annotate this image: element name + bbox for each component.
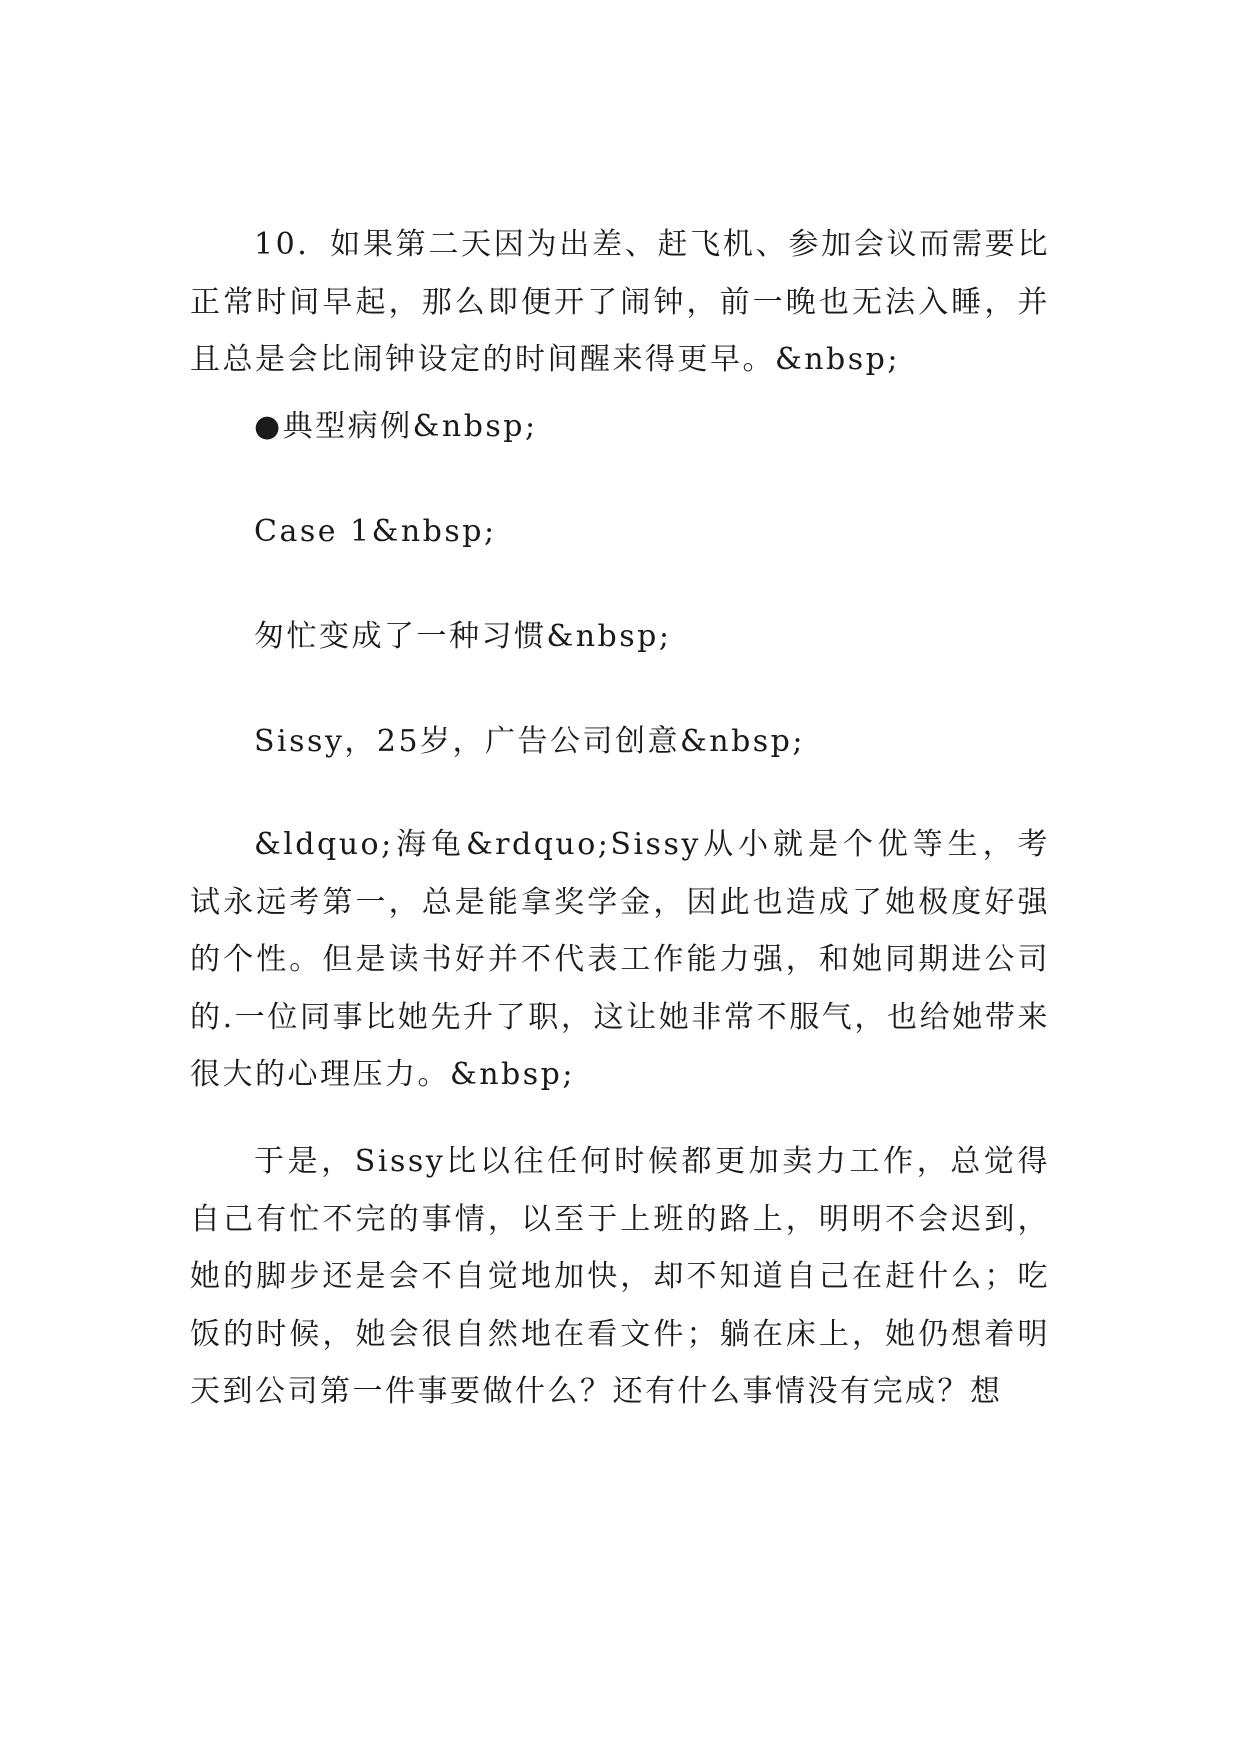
case-title: 匆忙变成了一种习惯&nbsp; <box>254 619 672 654</box>
case-label: Case 1&nbsp; <box>254 514 497 549</box>
case-paragraph-behavior: 于是，Sissy比以往任何时候都更加卖力工作，总觉得自己有忙不完的事情，以至于上班的路上，明明不会迟到，她的脚步还是会不自觉地加快，却不知道自己在赶什么；吃饭的时候，她会很自然地在看文件；躺在床上，她仍想着明天到公司第一件事要做什么？还有什么事情没有完成？想 <box>190 1144 1050 1410</box>
case-heading: ●典型病例&nbsp; <box>254 409 538 444</box>
case-paragraph-background: &ldquo;海龟&rdquo;Sissy从小就是个优等生，考试永远考第一，总是能拿奖学金，因此也造成了她极度好强的个性。但是读书好并不代表工作能力强，和她同期进公司的.一位同事比她先升了职，这让她非常不服气，也给她带来很大的心理压力。&nbsp; <box>190 827 1050 1093</box>
case-subject: Sissy，25岁，广告公司创意&nbsp; <box>254 724 805 759</box>
paragraph-item-10: 10．如果第二天因为出差、赶飞机、参加会议而需要比正常时间早起，那么即便开了闹钟，前一晚也无法入睡，并且总是会比闹钟设定的时间醒来得更早。&nbsp; <box>190 227 1050 378</box>
